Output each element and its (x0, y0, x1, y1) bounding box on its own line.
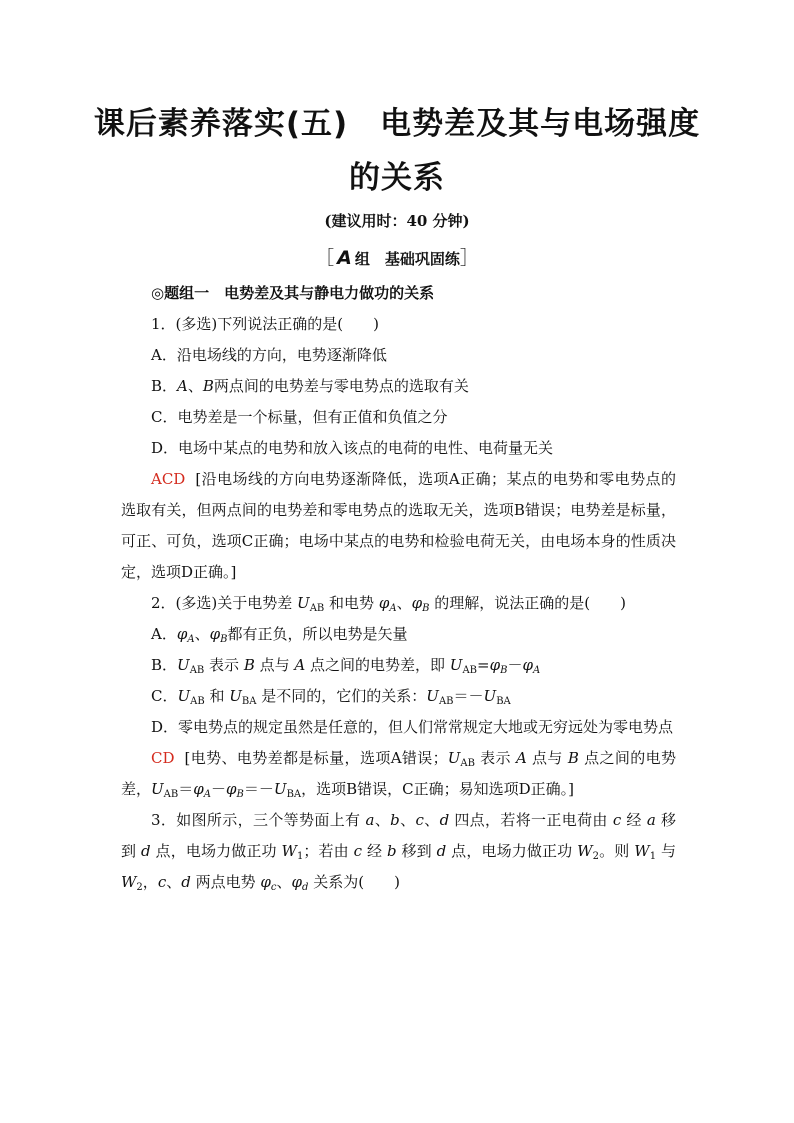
question-1-option-b: B．A、B两点间的电势差与零电势点的选取有关 (151, 377, 469, 395)
question-2-option-b: B．$U_{AB}$ 表示 B 点与 A 点之间的电势差，即 $U_{AB}=\varphi_B-\varphi_A$ (151, 656, 541, 676)
group-heading (0, 243, 794, 270)
question-1-option-c: C．电势差是一个标量，但有正值和负值之分 (151, 408, 448, 426)
question-1-stem: 1．(多选)下列说法正确的是( ) (151, 315, 379, 333)
page-title: 课后素养落实(五) 电势差及其与电场强度 (93, 106, 701, 142)
question-2-option-d: D．零电势点的规定虽然是任意的，但人们常常规定大地或无穷远处为零电势点 (151, 718, 674, 736)
group-bracket-open: ［ (315, 247, 335, 269)
question-1-option-d: D．电场中某点的电势和放入该点的电荷的电性、电荷量无关 (151, 439, 554, 457)
group-label: 组 基础巩固练 (354, 250, 460, 268)
group-letter: A (337, 247, 352, 269)
question-2-option-c: C．$U_{AB}$ 和 $U_{BA}$ 是不同的，它们的关系：$U_{AB}=-U_{BA}$ (151, 687, 511, 707)
page-title-continued: 的关系 (349, 160, 445, 196)
answer-key: ACD (151, 470, 186, 488)
question-2-stem: 2．(多选)关于电势差 $U_{AB}$ 和电势 $\varphi_A$、$\varphi_B$ 的理解，说法正确的是( ) (151, 594, 626, 614)
solution-text: [沿电场线的方向电势逐渐降低，选项A正确；某点的电势和零电势点的选取有关，但两点间的电势差和零电势点的选取无关，选项B错误；电势差是标量，可正、可负，选项C正确；电场中某点的电势和检验电荷无关，由电场本身的性质决定，选项D正确。] (121, 470, 676, 581)
question-1-option-a: A．沿电场线的方向，电势逐渐降低 (151, 346, 387, 364)
question-3-stem: 3．如图所示，三个等势面上有 a、b、c、d 四点，若将一正电荷由 c 经 a 移到 d 点，电场力做正功 $W_1$；若由 c 经 b 移到 d 点，电场力做正功 $W_2$。则 $W_1$ 与 $W_2$，c、d 两点电势 $\varphi_c$、$\varphi_d$ 关系为( ) (121, 811, 676, 893)
question-1-solution (121, 464, 676, 588)
solution-text: [电势、电势差都是标量，选项A错误；$U_{AB}$ 表示 A 点与 B 点之间的电势差，$U_{AB}=\varphi_A-\varphi_B=-U_{BA}$，选项B错误，C正确；易知选项D正确。] (121, 749, 676, 800)
question-2-solution (121, 743, 676, 805)
group-bracket-close: ］ (459, 247, 479, 269)
suggested-time: (建议用时：40 分钟) (324, 212, 470, 230)
section-heading: ◎题组一 电势差及其与静电力做功的关系 (151, 284, 435, 302)
question-2-option-a: A．$\varphi_A$、$\varphi_B$都有正负，所以电势是矢量 (151, 625, 408, 645)
answer-key: CD (151, 749, 175, 767)
document-body (121, 278, 676, 898)
